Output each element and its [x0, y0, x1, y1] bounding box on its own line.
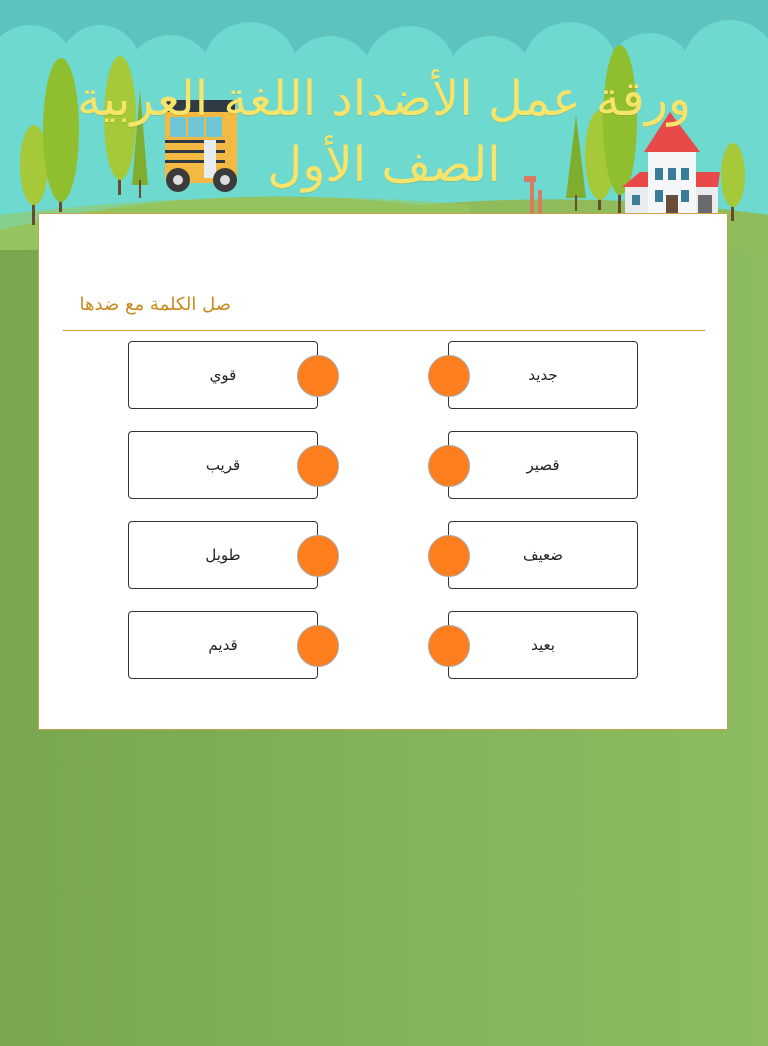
title-line-2: الصف الأول: [267, 137, 501, 193]
connector-dot-right-3[interactable]: [428, 535, 470, 577]
word-box-right-2: قصير: [448, 431, 638, 499]
divider: [63, 330, 705, 331]
title-line-1: ورقة عمل الأضداد اللغة العربية: [76, 71, 692, 127]
word-box-left-2: قريب: [128, 431, 318, 499]
worksheet-card: [38, 213, 728, 730]
connector-dot-left-3[interactable]: [297, 535, 339, 577]
connector-dot-right-2[interactable]: [428, 445, 470, 487]
word-box-right-4: بعيد: [448, 611, 638, 679]
word-box-left-1: قوي: [128, 341, 318, 409]
word-box-right-3: ضعيف: [448, 521, 638, 589]
word-box-right-1: جديد: [448, 341, 638, 409]
page-title: [0, 66, 768, 198]
connector-dot-left-1[interactable]: [297, 355, 339, 397]
connector-dot-right-4[interactable]: [428, 625, 470, 667]
instruction-text: صل الكلمة مع ضدها: [79, 294, 231, 315]
connector-dot-left-4[interactable]: [297, 625, 339, 667]
word-box-left-3: طويل: [128, 521, 318, 589]
connector-dot-left-2[interactable]: [297, 445, 339, 487]
word-box-left-4: قديم: [128, 611, 318, 679]
connector-dot-right-1[interactable]: [428, 355, 470, 397]
